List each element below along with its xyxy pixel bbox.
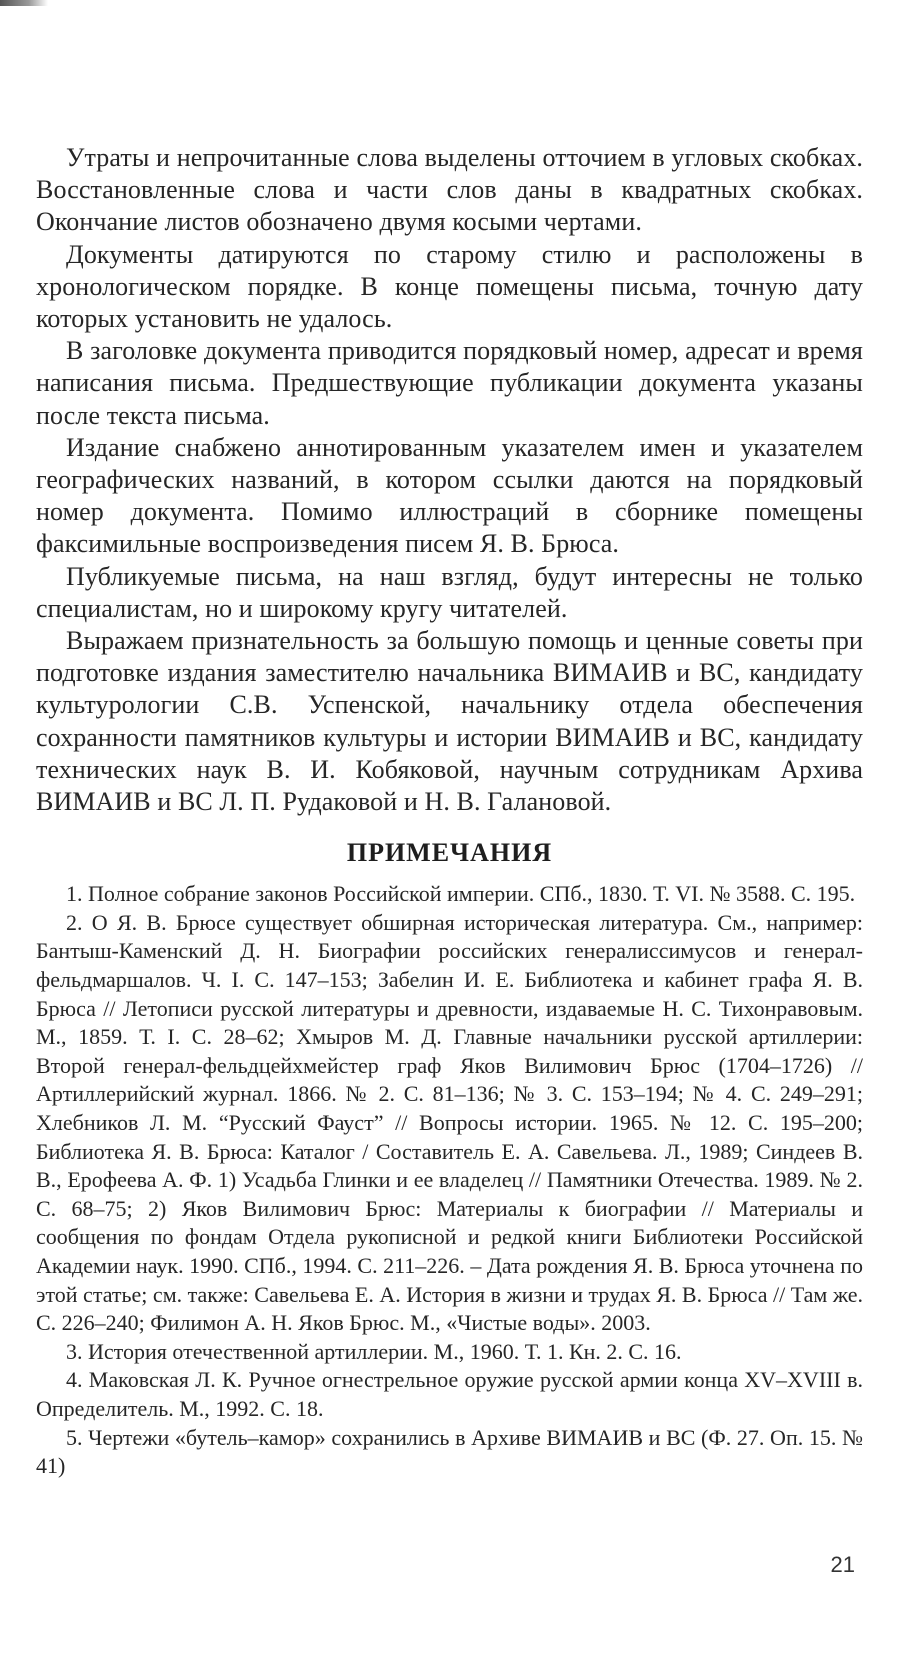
- page-content: [36, 142, 863, 1481]
- note-item: 2. О Я. В. Брюсе существует обширная историческая литература. См., например: Бантыш-Каменский Д. Н. Биографии российских генералиссимусов и генерал-фельдмаршалов. Ч. I. С. 147–153; Забелин И. Е. Библиотека и кабинет графа Я. В. Брюса // Летописи русской литературы и древности, издаваемые Н. С. Тихонравовым. М., 1859. Т. I. С. 28–62; Хмыров М. Д. Главные начальники русской артиллерии: Второй генерал-фельдцейхмейстер граф Яков Вилимович Брюс (1704–1726) // Артиллерийский журнал. 1866. № 2. С. 81–136; № 3. С. 153–194; № 4. С. 249–291; Хлебников Л. М. “Русский Фауст” // Вопросы истории. 1965. № 12. С. 195–200; Библиотека Я. В. Брюса: Каталог / Составитель Е. А. Савельева. Л., 1989; Синдеев В. В., Ерофеева А. Ф. 1) Усадьба Глинки и ее владелец // Памятники Отечества. 1989. № 2. С. 68–75; 2) Яков Вилимович Брюс: Материалы к биографии // Материалы и сообщения по фондам Отдела рукописной и редкой книги Библиотеки Российской Академии наук. 1990. СПб., 1994. С. 211–226. – Дата рождения Я. В. Брюса уточнена по этой статье; см. также: Савельева Е. А. История в жизни и трудах Я. В. Брюса // Там же. С. 226–240; Филимон А. Н. Яков Брюс. М., «Чистые воды». 2003.: [36, 909, 863, 1336]
- body-paragraph: Утраты и непрочитанные слова выделены отточием в угловых скобках. Восстановленные слова и части слов даны в квадратных скобках. Окончание листов обозначено двумя косыми чертами.: [36, 143, 863, 237]
- note-item: 1. Полное собрание законов Российской империи. СПб., 1830. Т. VI. № 3588. С. 195.: [66, 881, 856, 907]
- body-paragraph: Публикуемые письма, на наш взгляд, будут интересны не только специалистам, но и широкому кругу читателей.: [36, 561, 863, 623]
- notes-list: [36, 880, 863, 1480]
- body-paragraph: Издание снабжено аннотированным указателем имен и указателем географических названий, в котором ссылки даются на порядковый номер документа. Помимо иллюстраций в сборнике помещены факсимильные воспроизведения писем Я. В. Брюса.: [36, 432, 863, 559]
- note-item: 5. Чертежи «бутель–камор» сохранились в Архиве ВИМАИВ и ВС (Ф. 27. Оп. 15. № 41): [36, 1424, 863, 1479]
- body-text: [36, 142, 863, 818]
- page-number: 21: [830, 1552, 855, 1577]
- notes-heading: ПРИМЕЧАНИЯ: [346, 838, 553, 868]
- body-paragraph: В заголовке документа приводится порядковый номер, адресат и время написания письма. Предшествующие публикации документа указаны после текста письма.: [36, 336, 863, 430]
- body-paragraph: Документы датируются по старому стилю и расположены в хронологическом порядке. В конце помещены письма, точную дату которых установить не удалось.: [36, 239, 863, 334]
- note-item: 3. История отечественной артиллерии. М., 1960. Т. 1. Кн. 2. С. 16.: [66, 1338, 682, 1364]
- scan-shadow: [0, 0, 48, 6]
- body-paragraph: Выражаем признательность за большую помощь и ценные советы при подготовке издания заместителю начальника ВИМАИВ и ВС, кандидату культурологии С.В. Успенской, начальнику отдела обеспечения сохранности памятников культуры и истории ВИМАИВ и ВС, кандидату технических наук В. И. Кобяковой, научным сотрудникам Архива ВИМАИВ и ВС Л. П. Рудаковой и Н. В. Галановой.: [36, 626, 863, 817]
- note-item: 4. Маковская Л. К. Ручное огнестрельное оружие русской армии конца XV–XVIII в. Определитель. М., 1992. С. 18.: [36, 1367, 863, 1421]
